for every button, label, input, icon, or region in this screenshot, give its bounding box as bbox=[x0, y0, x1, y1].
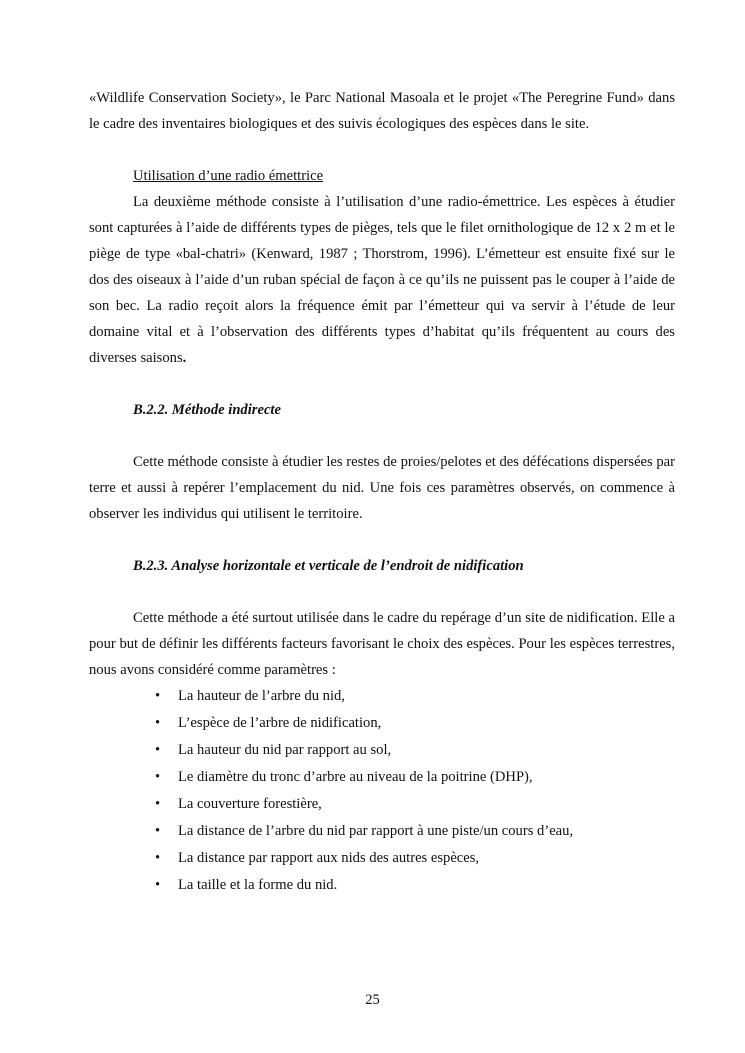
list-item-text: La distance de l’arbre du nid par rapport à une piste/un cours d’eau, bbox=[178, 823, 574, 839]
bullet-icon: • bbox=[155, 769, 161, 785]
list-item-text: La distance par rapport aux nids des autres espèces, bbox=[178, 850, 480, 866]
page-content bbox=[89, 85, 675, 899]
section-b23-heading: B.2.3. Analyse horizontale et verticale de l’endroit de nidification bbox=[133, 558, 524, 574]
list-item-text: La hauteur du nid par rapport au sol, bbox=[178, 742, 392, 758]
section-b22-paragraph: Cette méthode consiste à étudier les restes de proies/pelotes et des défécations dispersées par terre et aussi à repérer l’emplacement du nid. Une fois ces paramètres observés, on commence à observer les individus qui utilisent le territoire. bbox=[89, 454, 675, 522]
radio-section-title-line bbox=[89, 163, 675, 189]
spacer bbox=[89, 579, 675, 605]
list-item bbox=[89, 737, 675, 764]
spacer bbox=[89, 371, 675, 397]
list-item bbox=[89, 683, 675, 710]
list-item-text: La hauteur de l’arbre du nid, bbox=[178, 688, 345, 704]
bullet-icon: • bbox=[155, 877, 161, 893]
list-item-text: La couverture forestière, bbox=[178, 796, 322, 812]
radio-section-title: Utilisation d’une radio émettrice bbox=[133, 168, 324, 184]
radio-section-body-end: . bbox=[182, 350, 187, 366]
list-item bbox=[89, 710, 675, 737]
section-b23-paragraph: Cette méthode a été surtout utilisée dans le cadre du repérage d’un site de nidification. Elle a pour but de définir les différents facteurs favorisant le choix des espèces. Pour les espèces terrestres, nous avons considéré comme paramètres : bbox=[89, 610, 675, 678]
page-number: 25 bbox=[365, 992, 380, 1008]
list-item-text: Le diamètre du tronc d’arbre au niveau de la poitrine (DHP), bbox=[178, 769, 533, 785]
bullet-icon: • bbox=[155, 688, 161, 704]
list-item-text: La taille et la forme du nid. bbox=[178, 877, 338, 893]
spacer bbox=[89, 137, 675, 163]
continuation-paragraph: «Wildlife Conservation Society», le Parc National Masoala et le projet «The Peregrine Fund» dans le cadre des inventaires biologiques et des suivis écologiques des espèces dans le site. bbox=[89, 90, 675, 132]
list-item bbox=[89, 845, 675, 872]
parameter-list bbox=[89, 683, 675, 899]
list-item bbox=[89, 818, 675, 845]
list-item bbox=[89, 791, 675, 818]
bullet-icon: • bbox=[155, 796, 161, 812]
section-b22-heading: B.2.2. Méthode indirecte bbox=[133, 402, 281, 418]
bullet-icon: • bbox=[155, 742, 161, 758]
list-item-text: L’espèce de l’arbre de nidification, bbox=[178, 715, 382, 731]
bullet-icon: • bbox=[155, 823, 161, 839]
bullet-icon: • bbox=[155, 715, 161, 731]
spacer bbox=[89, 527, 675, 553]
radio-section-paragraph bbox=[89, 189, 675, 371]
list-item bbox=[89, 764, 675, 791]
spacer bbox=[89, 423, 675, 449]
bullet-icon: • bbox=[155, 850, 161, 866]
list-item bbox=[89, 872, 675, 899]
radio-section-body: La deuxième méthode consiste à l’utilisation d’une radio-émettrice. Les espèces à étudier sont capturées à l’aide de différents types de pièges, tels que le filet ornithologique de 12 x 2 m et le piège de type «bal-chatri» (Kenward, 1987 ; Thorstrom, 1996). L’émetteur est ensuite fixé sur le dos des oiseaux à l’aide d’un ruban spécial de façon à ce qu’ils ne puissent pas le couper à l’aide de son bec. La radio reçoit alors la fréquence émit par l’émetteur qui va servir à l’étude de leur domaine vital et à l’observation des différents types d’habitat qu’ils fréquentent au cours des diverses saisons bbox=[89, 194, 675, 366]
